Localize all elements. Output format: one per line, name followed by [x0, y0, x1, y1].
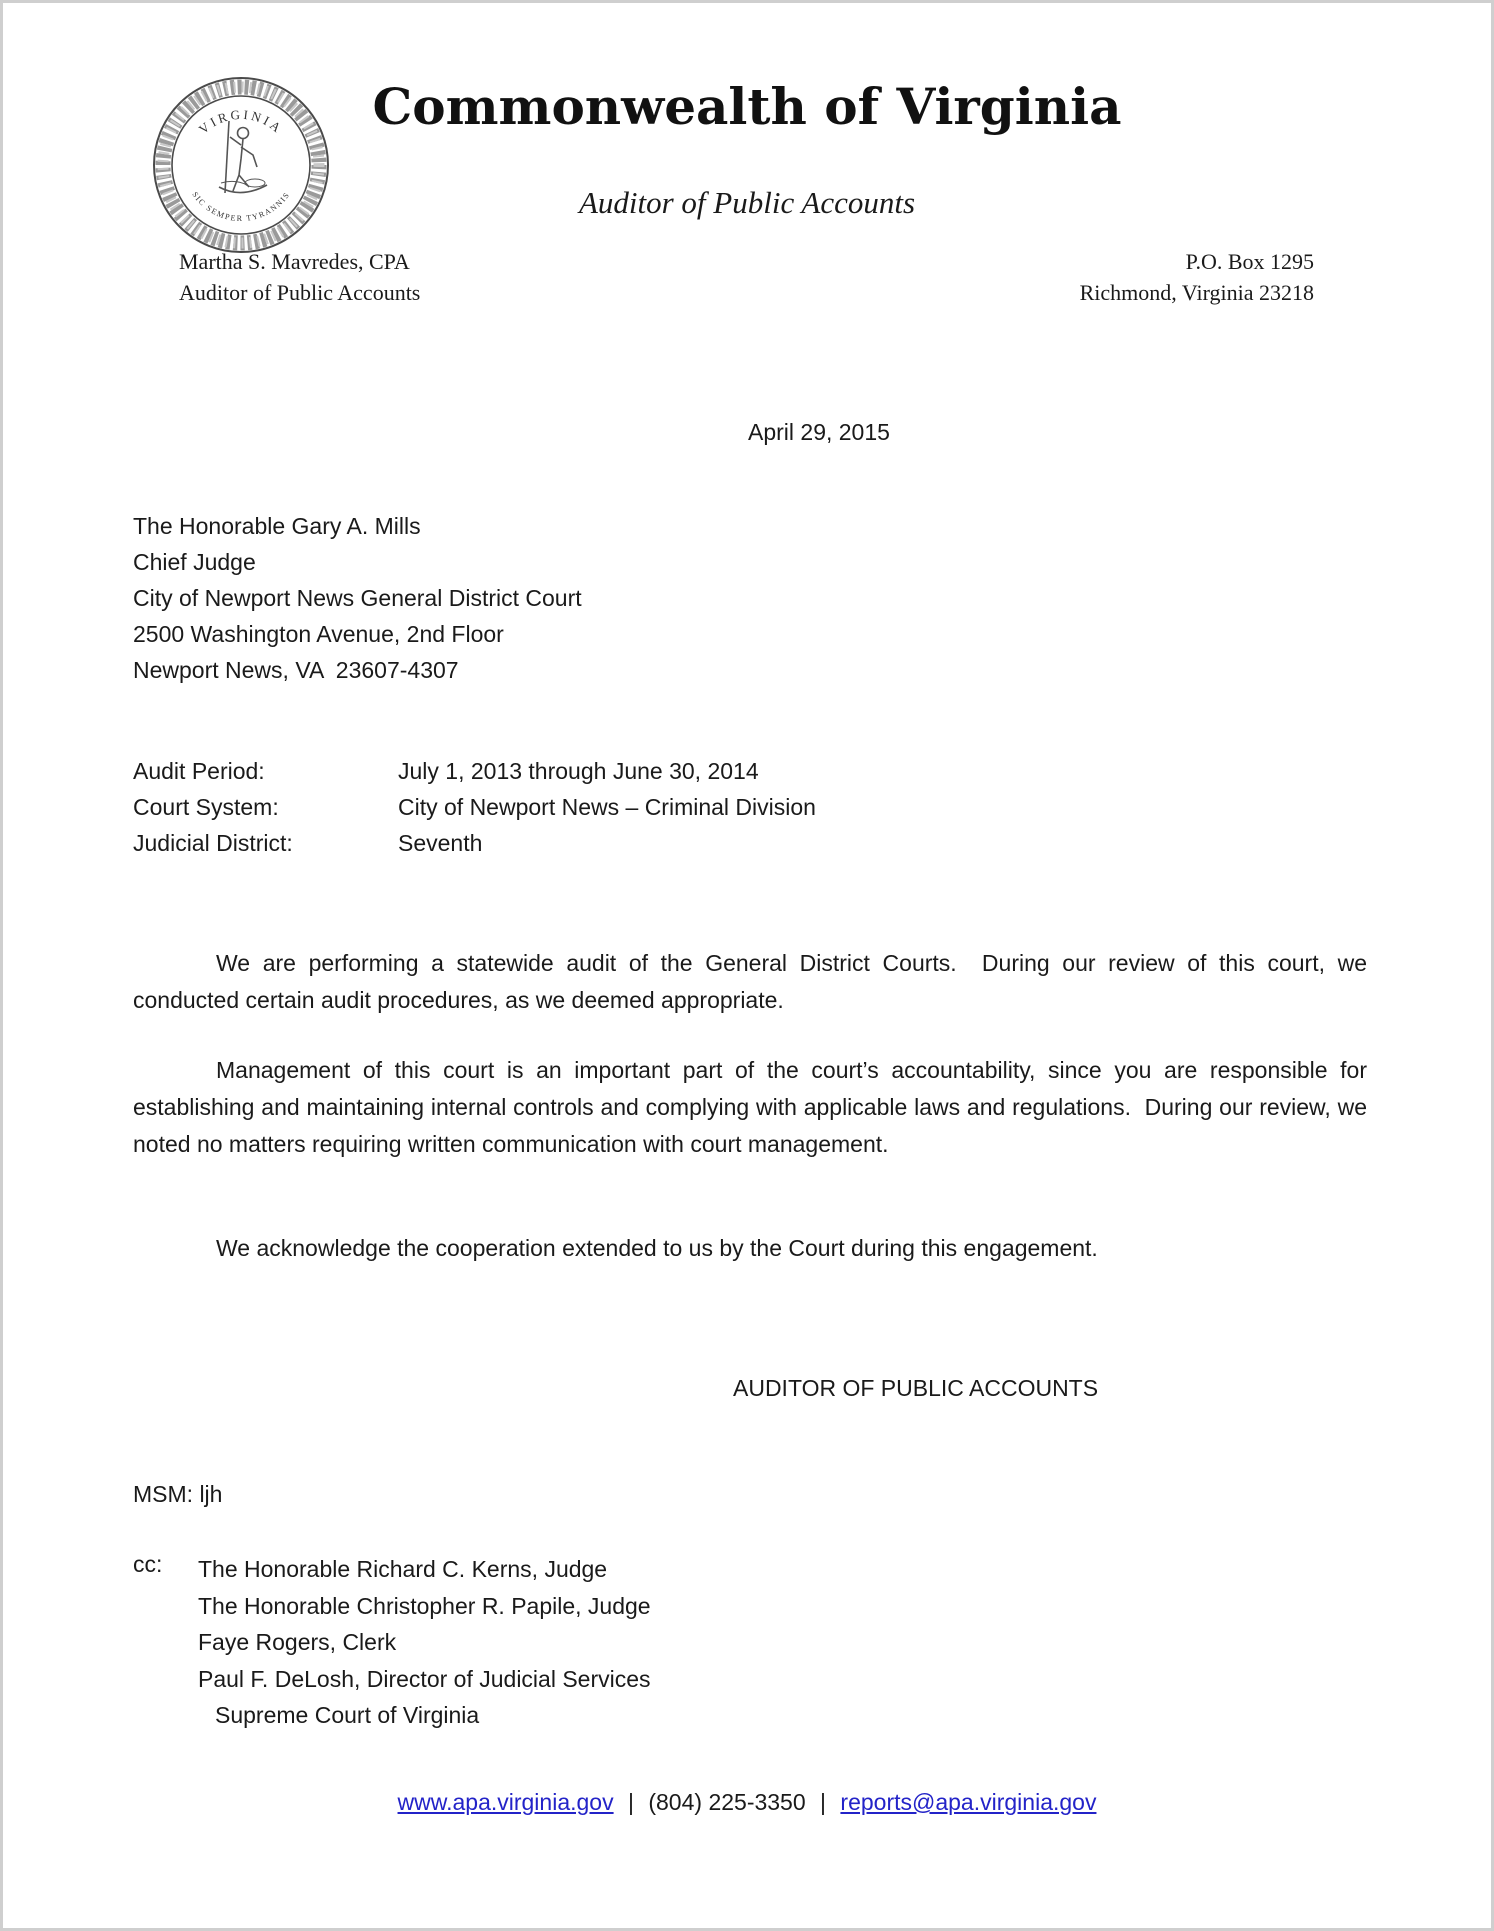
letterhead-title: Commonwealth of Virginia — [372, 77, 1122, 136]
body-paragraph: We are performing a statewide audit of the General District Courts. During our review of this court, we conducted certain audit procedures, as we deemed appropriate. — [133, 950, 1374, 1013]
reference-initials: MSM: ljh — [133, 1481, 223, 1507]
audit-detail-label: Audit Period: — [133, 758, 265, 784]
official-title: Auditor of Public Accounts — [179, 280, 421, 305]
website-link[interactable]: www.apa.virginia.gov — [397, 1789, 614, 1815]
body-paragraph: Management of this court is an important part of the court’s accountability, since you are responsible for establishing and maintaining internal controls and complying with applicable laws and regulations. During our review, we noted no matters requiring written communication with court management. — [133, 1057, 1374, 1157]
recipient-line: 2500 Washington Avenue, 2nd Floor — [133, 621, 504, 647]
seal-bottom-text: SIC SEMPER TYRANNIS — [190, 190, 292, 224]
body-paragraph: We acknowledge the cooperation extended to us by the Court during this engagement. — [216, 1235, 1098, 1261]
signature-line: AUDITOR OF PUBLIC ACCOUNTS — [733, 1375, 1099, 1401]
seal-top-text: VIRGINIA — [195, 106, 287, 137]
audit-detail-label: Court System: — [133, 794, 279, 820]
cc-item: Faye Rogers, Clerk — [198, 1629, 397, 1655]
office-address-block — [1080, 246, 1314, 308]
cc-item: Paul F. DeLosh, Director of Judicial Services — [198, 1665, 651, 1692]
footer-contact-line — [3, 1789, 1491, 1816]
footer-separator: | — [820, 1789, 827, 1815]
audit-detail-value: Seventh — [398, 830, 483, 856]
letter-date: April 29, 2015 — [748, 419, 890, 445]
recipient-line: City of Newport News General District Court — [133, 585, 582, 611]
recipient-line: Chief Judge — [133, 549, 256, 575]
official-name: Martha S. Mavredes, CPA — [179, 249, 410, 274]
audit-detail-label: Judicial District: — [133, 830, 293, 856]
footer-separator: | — [627, 1789, 634, 1815]
audit-details — [133, 753, 816, 861]
email-link[interactable]: reports@apa.virginia.gov — [840, 1789, 1097, 1815]
office-address-line2: Richmond, Virginia 23218 — [1079, 280, 1314, 305]
recipient-line: Newport News, VA 23607-4307 — [133, 657, 459, 683]
audit-detail-value: City of Newport News – Criminal Division — [398, 794, 816, 820]
cc-item: The Honorable Christopher R. Papile, Judge — [198, 1592, 651, 1619]
cc-label: cc: — [133, 1551, 163, 1577]
cc-list — [198, 1551, 651, 1734]
cc-item: Supreme Court of Virginia — [215, 1702, 480, 1728]
phone-number: (804) 225-3350 — [648, 1789, 806, 1815]
recipient-line: The Honorable Gary A. Mills — [133, 513, 421, 539]
cc-item: The Honorable Richard C. Kerns, Judge — [198, 1556, 608, 1582]
audit-detail-row — [133, 753, 816, 789]
recipient-block — [133, 508, 582, 688]
audit-detail-value: July 1, 2013 through June 30, 2014 — [398, 758, 759, 784]
letterhead-subtitle: Auditor of Public Accounts — [578, 185, 916, 220]
official-block — [179, 246, 420, 308]
audit-detail-row — [133, 825, 816, 861]
audit-detail-row — [133, 789, 816, 825]
office-address-line1: P.O. Box 1295 — [1185, 249, 1314, 274]
